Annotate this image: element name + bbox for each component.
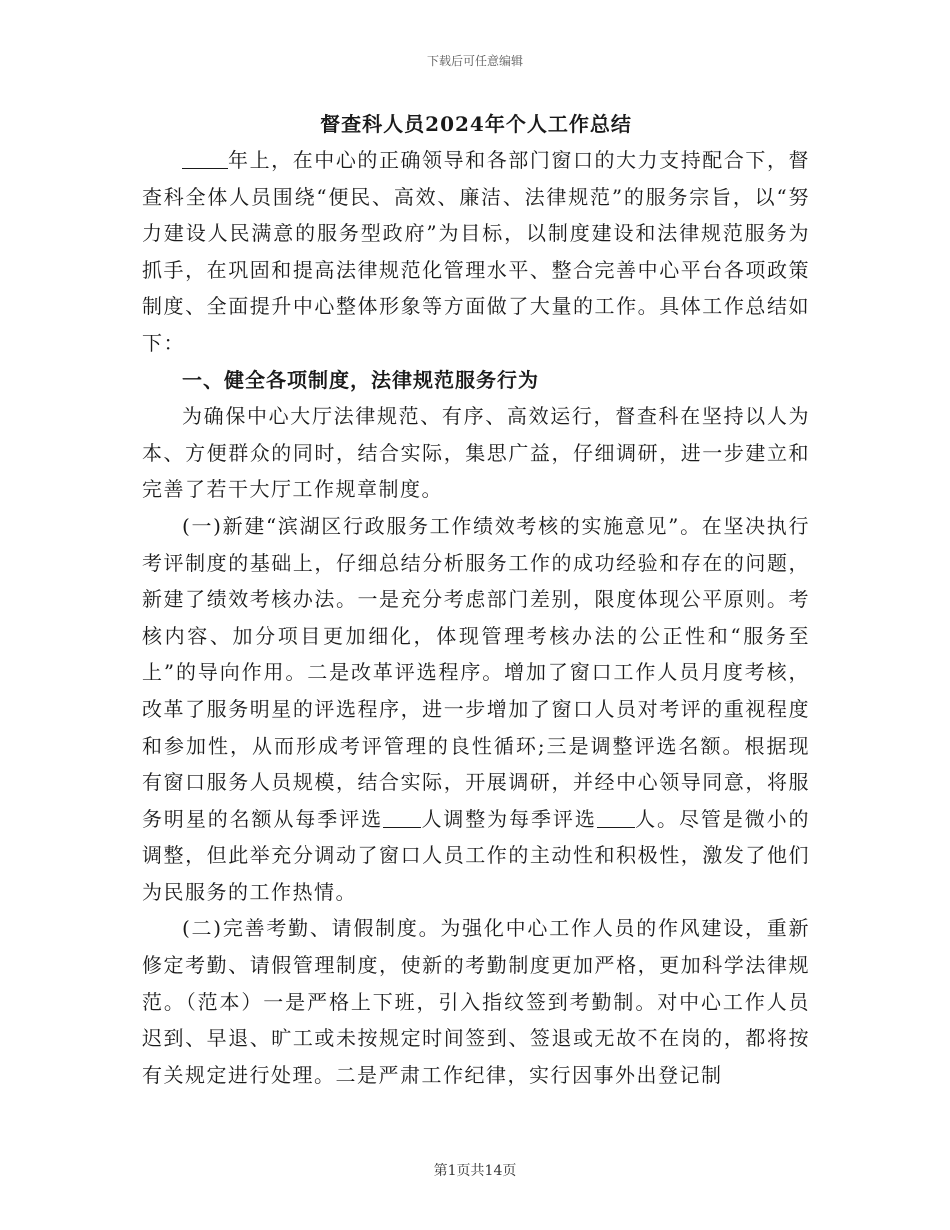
fill-in-blank <box>597 807 635 828</box>
intro-text: 年上，在中心的正确领导和各部门窗口的大力支持配合下，督查科全体人员围绕“便民、高效、廉洁、法律规范”的服务宗旨，以“努力建设人民满意的服务型政府”为目标，以制度建设和法律规范服务为抓手，在巩固和提高法律规范化管理水平、整合完善中心平台各项政策制度、全面提升中心整体形象等方面做了大量的工作。具体工作总结如下： <box>142 148 810 355</box>
fill-in-blank <box>383 807 421 828</box>
fill-in-blank <box>182 148 228 169</box>
document-body <box>142 106 810 1093</box>
section-paragraph: 为确保中心大厅法律规范、有序、高效运行，督查科在坚持以人为本、方便群众的同时，结合实际，集思广益，仔细调研，进一步建立和完善了若干大厅工作规章制度。 <box>142 404 810 502</box>
intro-paragraph <box>142 142 810 362</box>
page-header-note: 下载后可任意编辑 <box>426 54 523 68</box>
section-heading: 一、健全各项制度，法律规范服务行为 <box>182 367 539 392</box>
item-one-text-c: 人。尽管是微小的调整，但此举充分调动了窗口人员工作的主动性和积极性，激发了他们为民服务的工作热情。 <box>142 806 811 904</box>
item-one-paragraph <box>142 508 810 911</box>
item-one-text-b: 人调整为每季评选 <box>421 806 597 831</box>
item-two-paragraph: (二)完善考勤、请假制度。为强化中心工作人员的作风建设，重新修定考勤、请假管理制度，使新的考勤制度更加严格，更加科学法律规范。（范本）一是严格上下班，引入指纹签到考勤制。对中心工作人员迟到、早退、旷工或未按规定时间签到、签退或无故不在岗的，都将按有关规定进行处理。二是严肃工作纪律，实行因事外出登记制 <box>142 916 810 1087</box>
page-number: 第1页共14页 <box>433 1163 517 1179</box>
document-title: 督查科人员2024年个人工作总结 <box>320 112 632 136</box>
item-one-text-a: (一)新建“滨湖区行政服务工作绩效考核的实施意见”。在坚决执行考评制度的基础上，仔细总结分析服务工作的成功经验和存在的问题，新建了绩效考核办法。一是充分考虑部门差别，限度体现公平原则。考核内容、加分项目更加细化，体现管理考核办法的公正性和“服务至上”的导向作用。二是改革评选程序。增加了窗口工作人员月度考核，改革了服务明星的评选程序，进一步增加了窗口人员对考评的重视程度和参加性，从而形成考评管理的良性循环;三是调整评选名额。根据现有窗口服务人员规模，结合实际，开展调研，并经中心领导同意，将服务明星的名额从每季评选 <box>142 513 810 831</box>
